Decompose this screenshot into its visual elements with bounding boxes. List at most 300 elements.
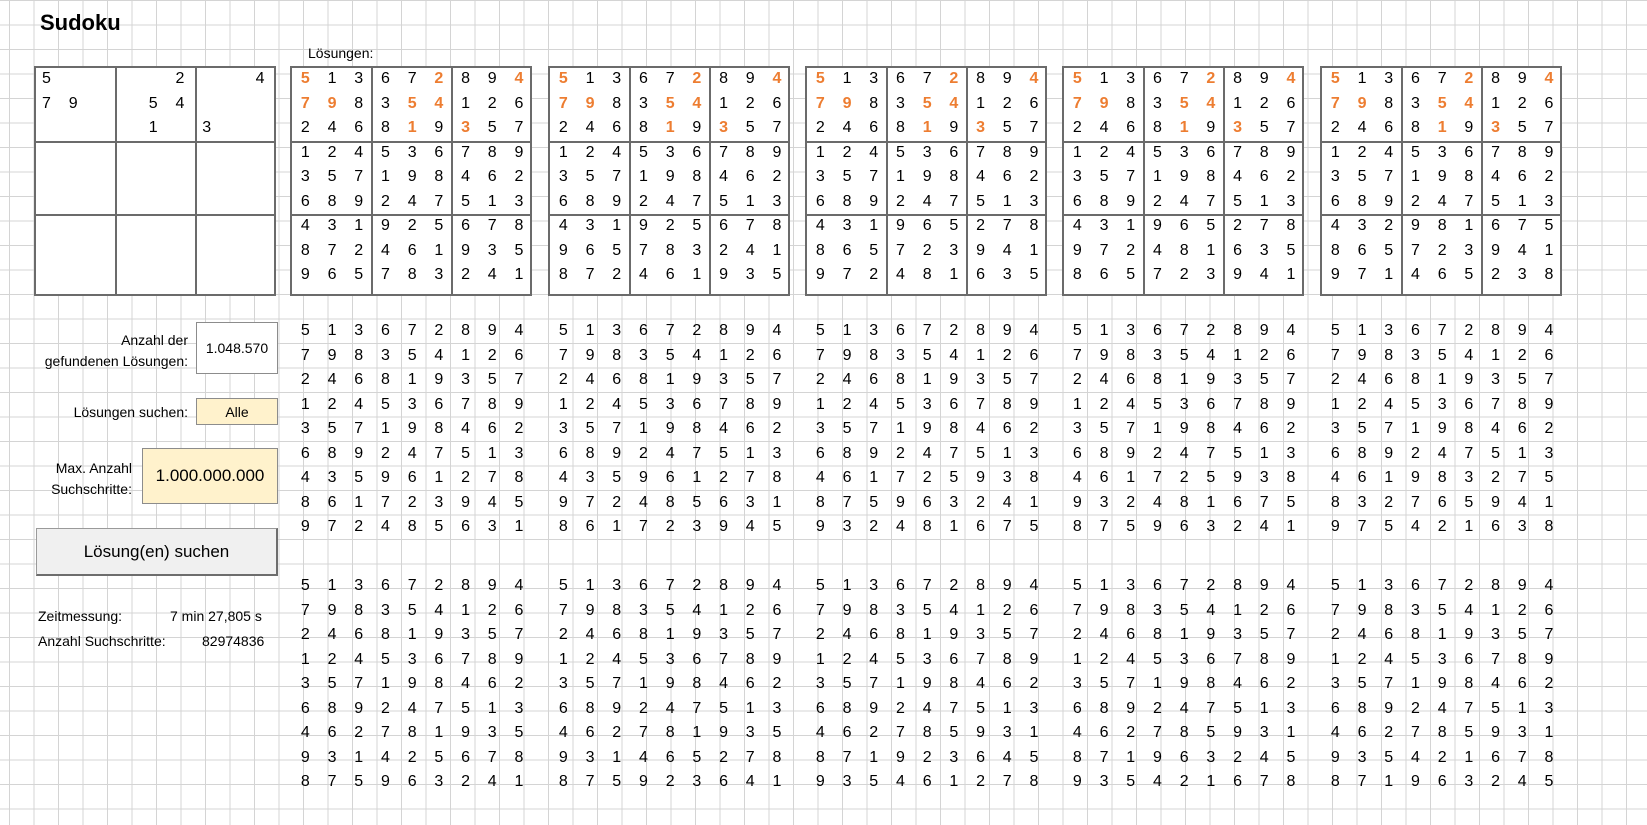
solution-cell: 3 <box>976 119 985 136</box>
solution-cell: 8 <box>976 70 985 87</box>
solution-cell: 6 <box>1437 773 1447 790</box>
solution-cell: 7 <box>612 675 622 692</box>
solution-cell: 4 <box>1179 192 1189 210</box>
solution-cell: 4 <box>895 518 905 535</box>
solution-cell: 5 <box>407 601 417 619</box>
solution-cell: 1 <box>1099 577 1109 594</box>
steps-value: 82974836 <box>202 633 265 649</box>
input-sudoku-grid[interactable] <box>34 66 276 296</box>
solution-cell: 7 <box>1126 420 1136 437</box>
solution-cell: 2 <box>1233 748 1242 766</box>
solution-cell: 9 <box>514 143 524 161</box>
solution-cell: 7 <box>1206 192 1216 210</box>
solution-cell: 8 <box>514 469 524 486</box>
solution-cell: 9 <box>692 119 702 136</box>
solution-cell: 3 <box>380 94 390 112</box>
solution-cell: 1 <box>434 724 444 741</box>
search-solutions-button[interactable]: Lösung(en) suchen <box>36 528 278 576</box>
solution-cell: 8 <box>380 371 390 388</box>
solution-cell: 7 <box>354 420 364 437</box>
solution-cell: 2 <box>487 346 497 364</box>
solution-cell: 6 <box>949 395 959 413</box>
solution-cell: 4 <box>1491 675 1500 692</box>
solution-cell: 2 <box>949 577 959 594</box>
solution-cell: 1 <box>1206 493 1216 511</box>
solution-cell: 6 <box>407 469 417 486</box>
solution-cell: 8 <box>895 626 905 643</box>
solution-cell: 5 <box>1357 675 1367 692</box>
solution-cell: 6 <box>1357 469 1367 486</box>
solution-cell: 5 <box>1259 626 1269 643</box>
solution-cell: 4 <box>949 94 959 112</box>
solution-cell: 8 <box>354 346 364 364</box>
solution-cell: 5 <box>1544 469 1554 486</box>
solution-cell: 4 <box>434 94 444 112</box>
solution-cell: 2 <box>434 577 444 594</box>
solution-cell: 7 <box>1437 322 1447 339</box>
solution-cell: 2 <box>558 119 568 136</box>
solution-cell: 5 <box>327 420 337 437</box>
solution-cell: 1 <box>842 577 852 594</box>
solution-cell: 6 <box>869 119 879 136</box>
solution-cell: 2 <box>1384 724 1394 741</box>
solution-cell: 9 <box>461 241 470 259</box>
solution-cell: 4 <box>869 395 879 413</box>
solution-cell: 7 <box>1357 773 1367 790</box>
solution-cell: 5 <box>719 192 728 210</box>
solution-cell: 1 <box>585 577 595 594</box>
solution-cell: 3 <box>461 119 470 136</box>
max-steps-input[interactable]: 1.000.000.000 <box>142 448 278 504</box>
solution-cell: 6 <box>692 395 702 413</box>
solution-cell: 1 <box>1126 217 1136 234</box>
solution-cell: 7 <box>869 420 879 437</box>
solution-cell: 7 <box>1029 371 1039 388</box>
solution-cell: 2 <box>922 748 932 766</box>
solution-cell: 9 <box>1179 168 1189 185</box>
solution-cell: 9 <box>1029 143 1039 161</box>
solution-cell: 9 <box>1206 119 1216 136</box>
solution-cell: 4 <box>1206 346 1216 364</box>
solution-cell: 7 <box>461 395 470 413</box>
solution-cell: 6 <box>1517 420 1527 437</box>
solution-cell: 6 <box>1029 601 1039 619</box>
solution-cell: 2 <box>1002 601 1012 619</box>
solution-cell: 4 <box>1099 119 1109 136</box>
solution-cell: 4 <box>585 119 595 136</box>
solution-cell: 3 <box>1464 241 1474 259</box>
solution-cell: 8 <box>745 395 755 413</box>
solution-cell: 3 <box>1330 168 1340 185</box>
solution-cell: 9 <box>558 241 568 259</box>
solution-cell: 4 <box>772 322 782 339</box>
input-cell[interactable]: 3 <box>202 119 212 136</box>
solution-cell: 2 <box>772 420 782 437</box>
solution-cell: 3 <box>1206 518 1216 535</box>
solution-cell: 7 <box>895 724 905 741</box>
solution-cell: 7 <box>1286 119 1296 136</box>
solution-cell: 7 <box>1384 675 1394 692</box>
solution-cell: 3 <box>461 626 470 643</box>
solution-cell: 7 <box>869 675 879 692</box>
solution-cell: 4 <box>1099 626 1109 643</box>
input-cell[interactable]: 4 <box>255 70 265 87</box>
solution-cell: 8 <box>1126 601 1136 619</box>
solution-cell: 4 <box>1437 192 1447 210</box>
solution-cell: 2 <box>1152 699 1162 717</box>
solution-cell: 9 <box>692 371 702 388</box>
solution-cell: 8 <box>487 143 497 161</box>
solution-cell: 9 <box>380 773 390 790</box>
solution-cell: 4 <box>1072 724 1082 741</box>
solution-cell: 2 <box>300 119 310 136</box>
solution-cell: 6 <box>1384 371 1394 388</box>
solution-cell: 1 <box>1233 94 1242 112</box>
solution-cell: 4 <box>300 724 310 741</box>
solution-cell: 6 <box>585 518 595 535</box>
solution-cell: 2 <box>1126 493 1136 511</box>
solution-cell: 2 <box>558 371 568 388</box>
solution-cell: 7 <box>407 322 417 339</box>
solution-cell: 6 <box>1179 217 1189 234</box>
solution-cell: 5 <box>1152 143 1162 161</box>
solution-cell: 9 <box>514 650 524 668</box>
solution-cell: 4 <box>1233 168 1242 185</box>
solution-cell: 8 <box>719 577 728 594</box>
solution-cell: 5 <box>1152 650 1162 668</box>
solution-cell: 3 <box>719 626 728 643</box>
solution-cell: 3 <box>895 601 905 619</box>
solution-cell: 9 <box>1152 518 1162 535</box>
input-cell[interactable]: 7 <box>42 94 51 112</box>
solution-cell: 6 <box>976 266 985 283</box>
input-cell[interactable]: 9 <box>68 94 78 112</box>
solution-cell: 4 <box>487 773 497 790</box>
solution-cell: 3 <box>1126 577 1136 594</box>
solution-cell: 2 <box>1357 650 1367 668</box>
solution-cell: 9 <box>1152 217 1162 234</box>
solution-cell: 8 <box>1029 217 1039 234</box>
solution-cell: 1 <box>842 322 852 339</box>
solution-cell: 7 <box>1099 518 1109 535</box>
solution-cell: 5 <box>1179 601 1189 619</box>
solution-cell: 3 <box>612 577 622 594</box>
solution-cell: 5 <box>327 675 337 692</box>
solution-cell: 3 <box>354 70 364 87</box>
solution-cell: 7 <box>1464 192 1474 210</box>
steps-label: Anzahl Suchschritte: <box>38 633 166 649</box>
solution-cell: 6 <box>665 469 675 486</box>
solution-grid-plain <box>1064 322 1306 552</box>
solution-cell: 4 <box>815 724 825 741</box>
solution-cell: 4 <box>842 371 852 388</box>
solution-cell: 5 <box>665 94 675 112</box>
solution-cell: 2 <box>434 70 444 87</box>
solution-cell: 4 <box>558 217 568 234</box>
solution-cell: 7 <box>1072 601 1082 619</box>
solution-cell: 2 <box>461 266 470 283</box>
solution-cell: 8 <box>976 322 985 339</box>
solution-cell: 9 <box>1072 493 1082 511</box>
solution-cell: 9 <box>1072 773 1082 790</box>
solution-cell: 9 <box>585 346 595 364</box>
solution-cell: 4 <box>692 94 702 112</box>
solution-cell: 3 <box>1029 699 1039 717</box>
solution-cell: 9 <box>719 266 728 283</box>
solution-cell: 3 <box>585 469 595 486</box>
solution-cell: 9 <box>1259 70 1269 87</box>
solution-cell: 1 <box>300 143 310 161</box>
solution-cell: 1 <box>1259 699 1269 717</box>
solution-cell: 2 <box>692 70 702 87</box>
solution-cell: 9 <box>612 699 622 717</box>
solution-grid <box>1320 66 1562 296</box>
solution-cell: 1 <box>869 217 879 234</box>
solution-cell: 7 <box>638 241 648 259</box>
solution-cell: 3 <box>1464 773 1474 790</box>
solution-cell: 1 <box>612 217 622 234</box>
solution-cell: 1 <box>1072 650 1082 668</box>
solution-cell: 9 <box>1491 241 1500 259</box>
solution-cell: 2 <box>1152 192 1162 210</box>
solution-cell: 6 <box>949 143 959 161</box>
solution-cell: 6 <box>1126 371 1136 388</box>
solution-cell: 9 <box>380 469 390 486</box>
solution-cell: 7 <box>1464 444 1474 462</box>
solution-cell: 8 <box>1464 675 1474 692</box>
solution-cell: 6 <box>487 675 497 692</box>
solution-cell: 9 <box>772 143 782 161</box>
solution-cell: 5 <box>719 444 728 462</box>
solution-cell: 8 <box>585 192 595 210</box>
solution-cell: 7 <box>772 371 782 388</box>
solution-cell: 4 <box>815 469 825 486</box>
solution-cell: 9 <box>1179 675 1189 692</box>
solution-cell: 2 <box>976 493 985 511</box>
solution-cell: 4 <box>869 650 879 668</box>
solution-cell: 6 <box>869 626 879 643</box>
solution-cell: 7 <box>949 699 959 717</box>
solution-cell: 4 <box>407 699 417 717</box>
solution-cell: 8 <box>1179 241 1189 259</box>
solution-cell: 6 <box>380 70 390 87</box>
solution-cell: 9 <box>869 192 879 210</box>
solution-cell: 8 <box>842 699 852 717</box>
solution-cell: 8 <box>514 748 524 766</box>
solution-cell: 1 <box>815 395 825 413</box>
solution-cell: 8 <box>1384 346 1394 364</box>
solution-cell: 1 <box>1464 518 1474 535</box>
solution-cell: 5 <box>1126 518 1136 535</box>
solution-cell: 2 <box>407 748 417 766</box>
solution-grid-plain <box>1322 577 1564 807</box>
solution-cell: 4 <box>638 493 648 511</box>
solution-cell: 9 <box>1152 748 1162 766</box>
solution-cell: 6 <box>585 724 595 741</box>
solution-cell: 5 <box>1072 70 1082 87</box>
box-divider-vertical <box>115 68 117 294</box>
input-cell[interactable]: 2 <box>175 70 185 87</box>
solution-cell: 8 <box>665 724 675 741</box>
solution-cell: 2 <box>949 70 959 87</box>
solution-cell: 2 <box>585 395 595 413</box>
solution-cell: 8 <box>558 266 568 283</box>
solution-cell: 6 <box>1491 217 1500 234</box>
solution-cell: 1 <box>1437 119 1447 136</box>
solution-cell: 9 <box>1126 444 1136 462</box>
solution-cell: 5 <box>407 94 417 112</box>
solution-cell: 6 <box>380 322 390 339</box>
solution-cell: 6 <box>1544 601 1554 619</box>
search-mode-select[interactable]: Alle <box>196 398 278 425</box>
solution-cell: 3 <box>327 748 337 766</box>
solution-grid <box>805 66 1047 296</box>
solution-cell: 2 <box>1179 469 1189 486</box>
solution-cell: 4 <box>380 748 390 766</box>
solution-cell: 4 <box>1152 493 1162 511</box>
solution-cell: 1 <box>514 266 524 283</box>
input-cell[interactable]: 4 <box>175 94 185 112</box>
solution-cell: 6 <box>327 493 337 511</box>
solution-cell: 6 <box>487 168 497 185</box>
solution-cell: 9 <box>434 626 444 643</box>
solution-cell: 4 <box>1544 70 1554 87</box>
solution-cell: 3 <box>745 266 755 283</box>
solution-cell: 4 <box>922 192 932 210</box>
solution-cell: 8 <box>300 241 310 259</box>
solution-cell: 8 <box>1099 444 1109 462</box>
solution-cell: 9 <box>772 650 782 668</box>
solution-cell: 3 <box>1029 444 1039 462</box>
solution-cell: 8 <box>380 626 390 643</box>
solution-cell: 9 <box>1384 699 1394 717</box>
solution-cell: 4 <box>1384 395 1394 413</box>
solution-cell: 2 <box>1517 601 1527 619</box>
solution-cell: 9 <box>842 601 852 619</box>
solution-cell: 2 <box>1179 773 1189 790</box>
solution-cell: 8 <box>1544 518 1554 535</box>
solution-cell: 4 <box>842 626 852 643</box>
solution-cell: 3 <box>772 699 782 717</box>
solution-cell: 2 <box>487 601 497 619</box>
solution-cell: 6 <box>719 773 728 790</box>
solution-cell: 4 <box>1152 773 1162 790</box>
solution-cell: 8 <box>869 601 879 619</box>
solution-cell: 6 <box>1410 322 1420 339</box>
solution-cell: 1 <box>1286 724 1296 741</box>
solution-cell: 7 <box>842 748 852 766</box>
solution-cell: 6 <box>461 217 470 234</box>
solution-cell: 8 <box>1330 241 1340 259</box>
solution-cell: 2 <box>772 675 782 692</box>
solution-cell: 4 <box>692 601 702 619</box>
solution-cell: 6 <box>558 444 568 462</box>
input-cell[interactable]: 5 <box>148 94 158 112</box>
solution-cell: 3 <box>1029 192 1039 210</box>
solution-cell: 5 <box>461 699 470 717</box>
solution-cell: 1 <box>1464 748 1474 766</box>
solution-cell: 1 <box>815 650 825 668</box>
solution-cell: 5 <box>842 168 852 185</box>
solution-cell: 8 <box>1544 266 1554 283</box>
solution-cell: 6 <box>976 518 985 535</box>
solution-cell: 6 <box>1002 420 1012 437</box>
solution-cell: 1 <box>1410 675 1420 692</box>
solution-cell: 5 <box>434 518 444 535</box>
solution-cell: 7 <box>1152 724 1162 741</box>
solution-cell: 7 <box>434 192 444 210</box>
solution-cell: 4 <box>922 444 932 462</box>
solution-cell: 4 <box>895 773 905 790</box>
solution-cell: 9 <box>1410 217 1420 234</box>
solution-cell: 5 <box>842 420 852 437</box>
solution-cell: 8 <box>1330 773 1340 790</box>
solution-cell: 7 <box>354 675 364 692</box>
box-divider-horizontal <box>1064 141 1302 143</box>
solution-cell: 8 <box>407 518 417 535</box>
solution-cell: 5 <box>1286 241 1296 259</box>
solution-cell: 3 <box>1286 192 1296 210</box>
solution-cell: 2 <box>612 493 622 511</box>
solution-cell: 7 <box>612 168 622 185</box>
solution-cell: 8 <box>327 192 337 210</box>
solution-cell: 5 <box>1464 493 1474 511</box>
solution-cell: 9 <box>1410 469 1420 486</box>
solution-cell: 4 <box>300 469 310 486</box>
solution-cell: 1 <box>1410 168 1420 185</box>
solution-cell: 3 <box>1259 724 1269 741</box>
solution-grid-plain <box>550 577 792 807</box>
solution-cell: 9 <box>354 444 364 462</box>
input-cell[interactable]: 5 <box>42 70 51 87</box>
solution-cell: 4 <box>1259 748 1269 766</box>
solution-cell: 5 <box>815 577 825 594</box>
solution-grid-plain <box>292 577 534 807</box>
input-cell[interactable]: 1 <box>148 119 158 136</box>
solution-cell: 7 <box>1233 143 1242 161</box>
solution-cell: 3 <box>1259 241 1269 259</box>
solution-cell: 4 <box>1384 143 1394 161</box>
solution-cell: 3 <box>1002 266 1012 283</box>
solution-cell: 3 <box>1002 469 1012 486</box>
solution-cell: 9 <box>514 395 524 413</box>
solution-cell: 6 <box>1206 143 1216 161</box>
solution-cell: 8 <box>1437 217 1447 234</box>
solution-cell: 9 <box>922 168 932 185</box>
solution-cell: 8 <box>1152 371 1162 388</box>
solution-cell: 6 <box>1491 518 1500 535</box>
solution-cell: 1 <box>1384 773 1394 790</box>
solution-cell: 2 <box>612 724 622 741</box>
solution-cell: 9 <box>1517 322 1527 339</box>
solution-cell: 8 <box>922 518 932 535</box>
solution-cell: 8 <box>585 444 595 462</box>
solution-cell: 5 <box>1491 699 1500 717</box>
solution-cell: 1 <box>1259 444 1269 462</box>
solution-cell: 5 <box>1099 420 1109 437</box>
solution-cell: 4 <box>949 346 959 364</box>
solution-cell: 6 <box>558 699 568 717</box>
solution-cell: 1 <box>487 699 497 717</box>
solution-cell: 8 <box>1152 119 1162 136</box>
solution-cell: 9 <box>1544 143 1554 161</box>
solution-cell: 3 <box>692 518 702 535</box>
solution-cell: 9 <box>1002 577 1012 594</box>
solution-cell: 6 <box>327 266 337 283</box>
solution-cell: 8 <box>1464 168 1474 185</box>
solution-cell: 2 <box>585 143 595 161</box>
solution-cell: 1 <box>1179 626 1189 643</box>
